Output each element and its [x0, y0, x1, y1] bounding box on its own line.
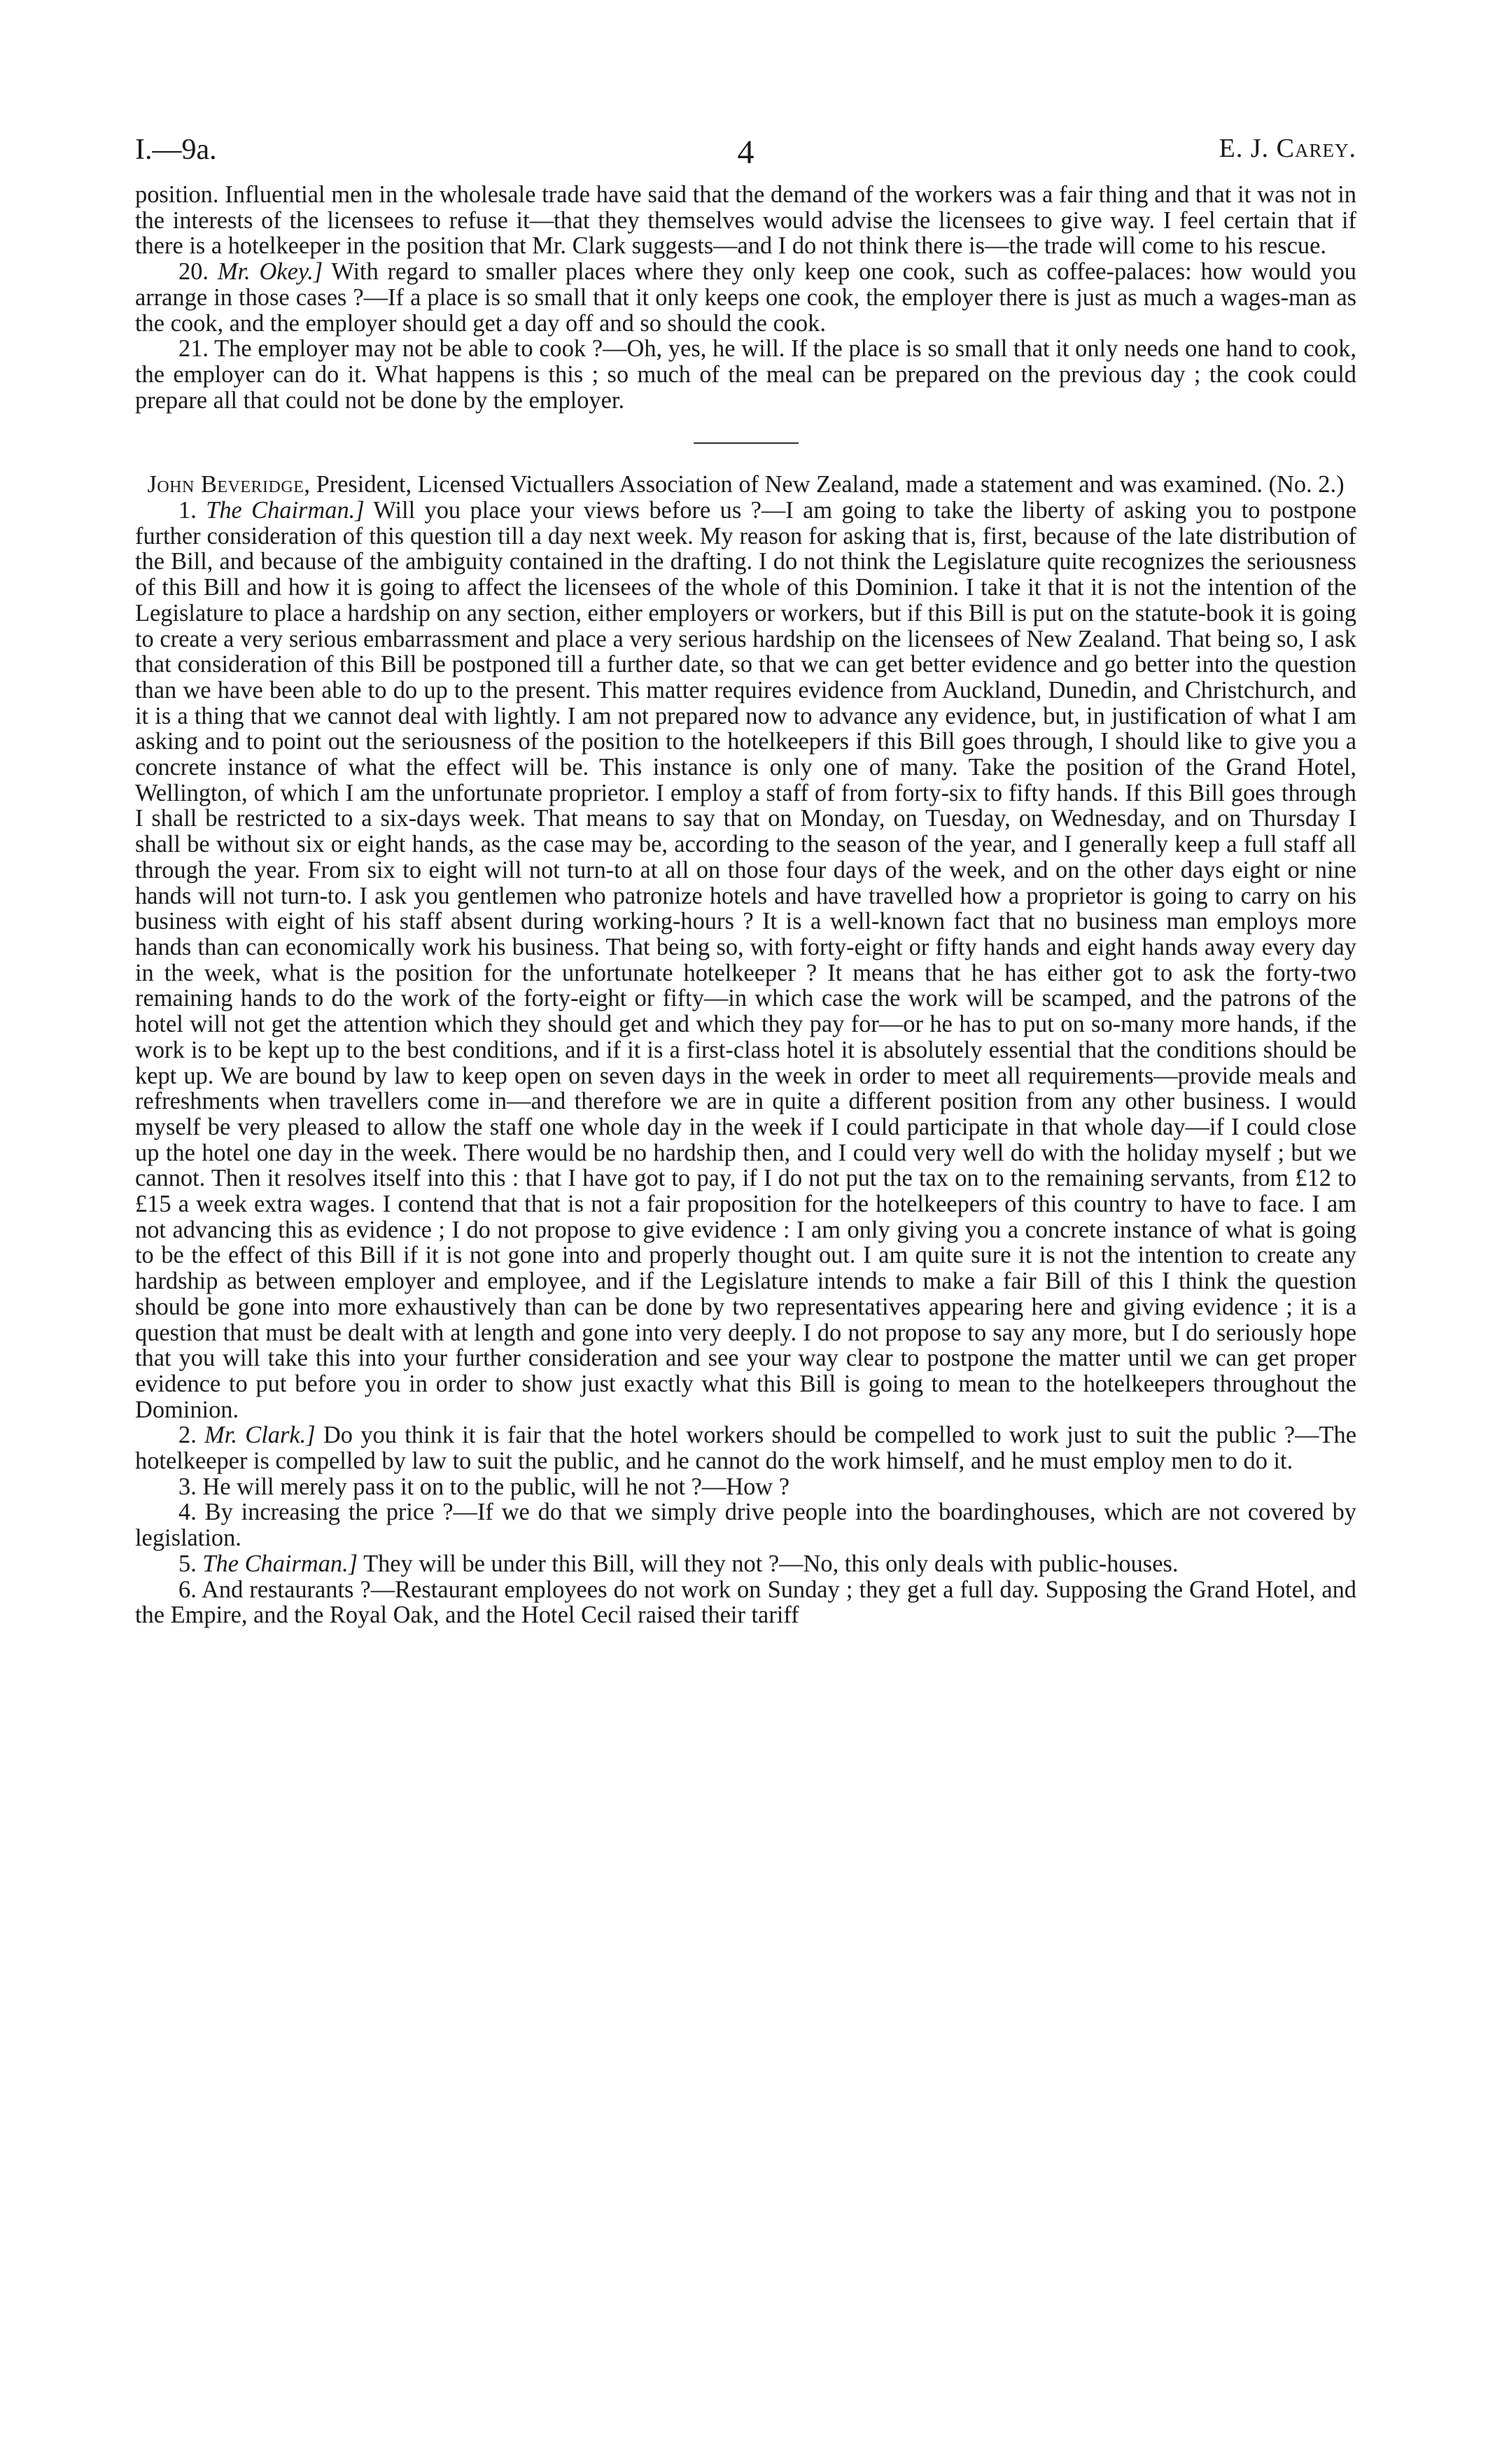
speaker: The Chairman.]: [202, 1550, 358, 1577]
witness-description: , President, Licensed Victuallers Association of New Zealand, made a statement and was examined. (No. 2.): [304, 471, 1345, 498]
witness-name: John Beveridge: [147, 471, 304, 498]
document-reference: I.—9a.: [135, 134, 217, 166]
question-paragraph: 1. The Chairman.] Will you place your views before us ?—I am going to take the liberty of asking you to postpone further consideration of this question till a day next week. My reason for asking that is, first, because of the late distribution of the Bill, and because of the ambiguity contained in the drafting. I do not think the Legislature quite recognizes the seriousness of this Bill and how it is going to affect the licensees of the whole of this Dominion. I take it that it is not the intention of the Legislature to place a hardship on any section, either employers or workers, but if this Bill is put on the statute-book it is going to create a very serious embarrassment and place a very serious hardship on the licensees of New Zealand. That being so, I ask that consideration of this Bill be postponed till a further date, so that we can get better evidence and go better into the question than we have been able to do up to the present. This matter requires evidence from Auckland, Dunedin, and Christchurch, and it is a thing that we cannot deal with lightly. I am not prepared now to advance any evidence, but, in justification of what I am asking and to point out the seriousness of the position to the hotelkeepers if this Bill goes through, I should like to give you a concrete instance of what the effect will be. This instance is only one of many. Take the position of the Grand Hotel, Wellington, of which I am the unfortunate proprietor. I employ a staff of from forty-six to fifty hands. If this Bill goes through I shall be restricted to a six-days week. That means to say that on Monday, on Tuesday, on Wednesday, and on Thursday I shall be without six or eight hands, as the case may be, according to the season of the year, and I generally keep a full staff all through the year. From six to eight will not turn-to at all on those four days of the week, and on the other days eight or nine hands will not turn-to. I ask you gentlemen who patronize hotels and have travelled how a proprietor is going to carry on his business with eight of his staff absent during working-hours ? It is a well-known fact that no business man employs more hands than can economically work his business. That being so, with forty-eight or fifty hands and eight hands away every day in the week, what is the position for the unfortunate hotelkeeper ? It means that he has either got to ask the forty-two remaining hands to do the work of the forty-eight or fifty—in which case the work will be scamped, and the patrons of the hotel will not get the attention which they should get and which they pay for—or he has to put on so-many more hands, if the work is to be kept up to the best conditions, and if it is a first-class hotel it is absolutely essential that the conditions should be kept up. We are bound by law to keep open on seven days in the week in order to meet all requirements—provide meals and refreshments when travellers come in—and therefore we are in quite a different position from any other business. I would myself be very pleased to allow the staff one whole day in the week if I could participate in that whole day—if I could close up the hotel one day in the week. There would be no hardship then, and I could very well do with the holiday myself ; but we cannot. Then it resolves itself into this : that I have got to pay, if I do not put the tax on to the remaining servants, from £12 to £15 a week extra wages. I contend that that is not a fair proposition for the hotelkeepers of this country to have to face. I am not advancing this as evidence ; I do not propose to give evidence : I am only giving you a concrete instance of what is going to be the effect of this Bill if it is not gone into and properly thought out. I am quite sure it is not the intention to create any hardship as between employer and employee, and if the Legislature intends to make a fair Bill of this I think the question should be gone into more exhaustively than can be done by two representatives appearing here and giving evidence ; it is a question that must be dealt with at length and gone into very deeply. I do not propose to say any more, but I do seriously hope that you will take this into your further consideration and see your way clear to postpone the matter until we can get proper evidence to put before you in order to show just exactly what this Bill is going to mean to the hotelkeepers throughout the Dominion.: [135, 497, 1356, 1423]
document-page: [135, 133, 1356, 1628]
page-header: [135, 133, 1356, 182]
top-section: [135, 182, 1356, 413]
question-paragraph: 3. He will merely pass it on to the public, will he not ?—How ?: [178, 1473, 789, 1500]
speaker: Mr. Clark.]: [204, 1422, 316, 1449]
question-paragraph: 5. The Chairman.] They will be under this Bill, will they not ?—No, this only deals with public-houses.: [178, 1550, 1179, 1577]
examination-section: [135, 498, 1356, 1628]
section-divider: [694, 442, 799, 444]
question-paragraph: 2. Mr. Clark.] Do you think it is fair that the hotel workers should be compelled to work just to suit the public ?—The hotelkeeper is compelled by law to suit the public, and he cannot do the work himself, and he must employ men to do it.: [135, 1422, 1356, 1475]
question-paragraph: 6. And restaurants ?—Restaurant employees do not work on Sunday ; they get a full day. Supposing the Grand Hotel, and the Empire, and the Royal Oak, and the Hotel Cecil raised their tariff: [135, 1576, 1356, 1629]
question-paragraph: 21. The employer may not be able to cook ?—Oh, yes, he will. If the place is so small that it only needs one hand to cook, the employer can do it. What happens is this ; so much of the meal can be prepared on the previous day ; the cook could prepare all that could not be done by the employer.: [135, 335, 1356, 414]
question-paragraph: 20. Mr. Okey.] With regard to smaller places where they only keep one cook, such as coffee-palaces: how would you arrange in those cases ?—If a place is so small that it only keeps one cook, the employer there is just as much a wages-man as the cook, and the employer should get a day off and so should the cook.: [135, 258, 1356, 337]
speaker: The Chairman.]: [206, 497, 365, 524]
question-paragraph: 4. By increasing the price ?—If we do that we simply drive people into the boardinghouses, which are not covered by legislation.: [135, 1499, 1356, 1552]
witness-heading: [135, 472, 1356, 498]
witness-running-head: E. J. Carey.: [1219, 134, 1356, 163]
speaker: Mr. Okey.]: [217, 258, 323, 286]
paragraph: position. Influential men in the wholesale trade have said that the demand of the workers was a fair thing and that it was not in the interests of the licensees to refuse it—that they themselves would advise the licensees to give way. I feel certain that if there is a hotelkeeper in the position that Mr. Clark suggests—and I do not think there is—the trade will come to his rescue.: [135, 181, 1356, 260]
page-number: 4: [737, 134, 754, 171]
